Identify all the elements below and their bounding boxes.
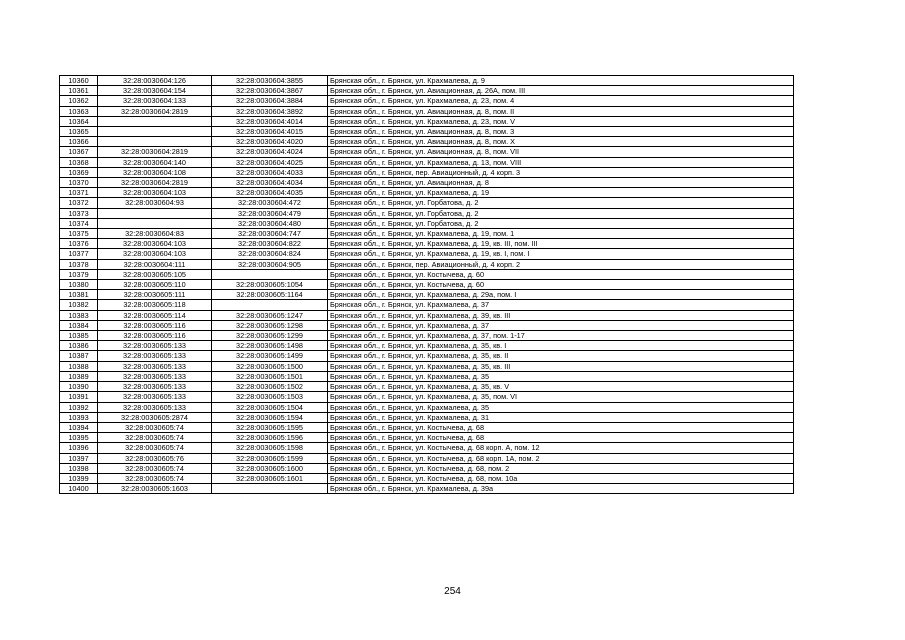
object-cadastral-number-cell: 32:28:0030605:1601: [212, 473, 328, 483]
address-cell: Брянская обл., г. Брянск, ул. Костычева, д. 68 корп. А, пом. 12: [328, 443, 794, 453]
table-row: [60, 402, 794, 412]
row-number-cell: 10381: [60, 290, 98, 300]
row-number-cell: 10374: [60, 218, 98, 228]
address-cell: Брянская обл., г. Брянск, ул. Крахмалева, д. 13, пом. VIII: [328, 157, 794, 167]
row-number-cell: 10399: [60, 473, 98, 483]
object-cadastral-number-cell: [212, 269, 328, 279]
object-cadastral-number-cell: 32:28:0030605:1599: [212, 453, 328, 463]
row-number-cell: 10384: [60, 320, 98, 330]
land-cadastral-number-cell: 32:28:0030605:105: [98, 269, 212, 279]
land-cadastral-number-cell: 32:28:0030604:108: [98, 167, 212, 177]
land-cadastral-number-cell: 32:28:0030605:111: [98, 290, 212, 300]
address-cell: Брянская обл., г. Брянск, ул. Крахмалева, д. 31: [328, 412, 794, 422]
table-row: [60, 392, 794, 402]
land-cadastral-number-cell: 32:28:0030605:133: [98, 361, 212, 371]
row-number-cell: 10368: [60, 157, 98, 167]
table-row: [60, 443, 794, 453]
object-cadastral-number-cell: [212, 484, 328, 494]
object-cadastral-number-cell: 32:28:0030604:4024: [212, 147, 328, 157]
row-number-cell: 10395: [60, 433, 98, 443]
address-cell: Брянская обл., г. Брянск, ул. Крахмалева, д. 35, кв. V: [328, 382, 794, 392]
object-cadastral-number-cell: 32:28:0030604:4014: [212, 116, 328, 126]
land-cadastral-number-cell: 32:28:0030604:2819: [98, 106, 212, 116]
address-cell: Брянская обл., г. Брянск, ул. Авиационная, д. 8, пом. 3: [328, 127, 794, 137]
object-cadastral-number-cell: 32:28:0030605:1298: [212, 320, 328, 330]
page-number: 254: [444, 586, 461, 597]
row-number-cell: 10390: [60, 382, 98, 392]
object-cadastral-number-cell: 32:28:0030604:3855: [212, 76, 328, 86]
address-cell: Брянская обл., г. Брянск, ул. Костычева, д. 68, пом. 2: [328, 463, 794, 473]
table-row: [60, 320, 794, 330]
address-cell: Брянская обл., г. Брянск, ул. Крахмалева, д. 37: [328, 300, 794, 310]
land-cadastral-number-cell: 32:28:0030605:116: [98, 320, 212, 330]
table-row: [60, 127, 794, 137]
row-number-cell: 10396: [60, 443, 98, 453]
row-number-cell: 10393: [60, 412, 98, 422]
address-cell: Брянская обл., г. Брянск, ул. Авиационная, д. 8, пом. VII: [328, 147, 794, 157]
table-row: [60, 453, 794, 463]
land-cadastral-number-cell: 32:28:0030605:74: [98, 433, 212, 443]
table-row: [60, 310, 794, 320]
address-cell: Брянская обл., г. Брянск, ул. Крахмалева, д. 39, кв. III: [328, 310, 794, 320]
land-cadastral-number-cell: 32:28:0030604:154: [98, 86, 212, 96]
address-cell: Брянская обл., г. Брянск, ул. Крахмалева, д. 9: [328, 76, 794, 86]
object-cadastral-number-cell: 32:28:0030604:3867: [212, 86, 328, 96]
registry-table-body: [60, 76, 794, 494]
object-cadastral-number-cell: 32:28:0030604:824: [212, 249, 328, 259]
land-cadastral-number-cell: 32:28:0030605:133: [98, 351, 212, 361]
registry-table: [59, 75, 794, 494]
object-cadastral-number-cell: 32:28:0030605:1595: [212, 422, 328, 432]
table-row: [60, 290, 794, 300]
table-row: [60, 269, 794, 279]
address-cell: Брянская обл., г. Брянск, ул. Костычева, д. 68: [328, 422, 794, 432]
row-number-cell: 10361: [60, 86, 98, 96]
table-row: [60, 412, 794, 422]
row-number-cell: 10397: [60, 453, 98, 463]
object-cadastral-number-cell: 32:28:0030605:1594: [212, 412, 328, 422]
land-cadastral-number-cell: 32:28:0030605:74: [98, 473, 212, 483]
address-cell: Брянская обл., г. Брянск, пер. Авиационный, д. 4 корп. 2: [328, 259, 794, 269]
table-row: [60, 371, 794, 381]
object-cadastral-number-cell: 32:28:0030605:1164: [212, 290, 328, 300]
row-number-cell: 10377: [60, 249, 98, 259]
object-cadastral-number-cell: 32:28:0030605:1499: [212, 351, 328, 361]
address-cell: Брянская обл., г. Брянск, ул. Крахмалева, д. 19, кв. I, пом. I: [328, 249, 794, 259]
table-row: [60, 433, 794, 443]
row-number-cell: 10389: [60, 371, 98, 381]
address-cell: Брянская обл., г. Брянск, пер. Авиационный, д. 4 корп. 3: [328, 167, 794, 177]
land-cadastral-number-cell: 32:28:0030605:118: [98, 300, 212, 310]
table-row: [60, 484, 794, 494]
land-cadastral-number-cell: [98, 208, 212, 218]
object-cadastral-number-cell: 32:28:0030604:479: [212, 208, 328, 218]
row-number-cell: 10363: [60, 106, 98, 116]
table-row: [60, 157, 794, 167]
table-row: [60, 422, 794, 432]
object-cadastral-number-cell: 32:28:0030604:4015: [212, 127, 328, 137]
table-row: [60, 218, 794, 228]
row-number-cell: 10375: [60, 229, 98, 239]
object-cadastral-number-cell: 32:28:0030604:4034: [212, 178, 328, 188]
row-number-cell: 10380: [60, 280, 98, 290]
address-cell: Брянская обл., г. Брянск, ул. Авиационная, д. 8: [328, 178, 794, 188]
address-cell: Брянская обл., г. Брянск, ул. Крахмалева, д. 35, кв. III: [328, 361, 794, 371]
row-number-cell: 10378: [60, 259, 98, 269]
object-cadastral-number-cell: 32:28:0030604:480: [212, 218, 328, 228]
land-cadastral-number-cell: 32:28:0030605:74: [98, 463, 212, 473]
object-cadastral-number-cell: 32:28:0030604:4035: [212, 188, 328, 198]
table-row: [60, 76, 794, 86]
object-cadastral-number-cell: 32:28:0030605:1596: [212, 433, 328, 443]
table-row: [60, 147, 794, 157]
row-number-cell: 10391: [60, 392, 98, 402]
row-number-cell: 10382: [60, 300, 98, 310]
address-cell: Брянская обл., г. Брянск, ул. Авиационная, д. 26А, пом. III: [328, 86, 794, 96]
table-row: [60, 208, 794, 218]
table-row: [60, 116, 794, 126]
land-cadastral-number-cell: 32:28:0030604:103: [98, 249, 212, 259]
land-cadastral-number-cell: 32:28:0030604:83: [98, 229, 212, 239]
object-cadastral-number-cell: 32:28:0030605:1501: [212, 371, 328, 381]
row-number-cell: 10364: [60, 116, 98, 126]
address-cell: Брянская обл., г. Брянск, ул. Крахмалева, д. 35, пом. VI: [328, 392, 794, 402]
land-cadastral-number-cell: 32:28:0030605:133: [98, 341, 212, 351]
table-row: [60, 86, 794, 96]
address-cell: Брянская обл., г. Брянск, ул. Крахмалева, д. 29а, пом. I: [328, 290, 794, 300]
object-cadastral-number-cell: [212, 300, 328, 310]
land-cadastral-number-cell: [98, 116, 212, 126]
row-number-cell: 10400: [60, 484, 98, 494]
land-cadastral-number-cell: [98, 127, 212, 137]
address-cell: Брянская обл., г. Брянск, ул. Крахмалева, д. 23, пом. 4: [328, 96, 794, 106]
land-cadastral-number-cell: 32:28:0030605:1603: [98, 484, 212, 494]
object-cadastral-number-cell: 32:28:0030605:1503: [212, 392, 328, 402]
land-cadastral-number-cell: 32:28:0030605:2874: [98, 412, 212, 422]
address-cell: Брянская обл., г. Брянск, ул. Горбатова, д. 2: [328, 218, 794, 228]
land-cadastral-number-cell: 32:28:0030604:103: [98, 188, 212, 198]
row-number-cell: 10362: [60, 96, 98, 106]
land-cadastral-number-cell: 32:28:0030605:76: [98, 453, 212, 463]
table-row: [60, 280, 794, 290]
land-cadastral-number-cell: 32:28:0030605:116: [98, 331, 212, 341]
object-cadastral-number-cell: 32:28:0030605:1498: [212, 341, 328, 351]
row-number-cell: 10376: [60, 239, 98, 249]
row-number-cell: 10372: [60, 198, 98, 208]
object-cadastral-number-cell: 32:28:0030605:1504: [212, 402, 328, 412]
row-number-cell: 10383: [60, 310, 98, 320]
object-cadastral-number-cell: 32:28:0030605:1054: [212, 280, 328, 290]
table-row: [60, 188, 794, 198]
object-cadastral-number-cell: 32:28:0030604:747: [212, 229, 328, 239]
address-cell: Брянская обл., г. Брянск, ул. Крахмалева, д. 19, пом. 1: [328, 229, 794, 239]
row-number-cell: 10394: [60, 422, 98, 432]
land-cadastral-number-cell: 32:28:0030604:140: [98, 157, 212, 167]
land-cadastral-number-cell: 32:28:0030605:133: [98, 382, 212, 392]
land-cadastral-number-cell: 32:28:0030605:110: [98, 280, 212, 290]
land-cadastral-number-cell: 32:28:0030604:2819: [98, 147, 212, 157]
address-cell: Брянская обл., г. Брянск, ул. Крахмалева, д. 35: [328, 371, 794, 381]
row-number-cell: 10369: [60, 167, 98, 177]
land-cadastral-number-cell: 32:28:0030605:74: [98, 443, 212, 453]
object-cadastral-number-cell: 32:28:0030604:472: [212, 198, 328, 208]
table-row: [60, 351, 794, 361]
address-cell: Брянская обл., г. Брянск, ул. Авиационная, д. 8, пом. X: [328, 137, 794, 147]
table-row: [60, 361, 794, 371]
address-cell: Брянская обл., г. Брянск, ул. Крахмалева, д. 23, пом. V: [328, 116, 794, 126]
address-cell: Брянская обл., г. Брянск, ул. Костычева, д. 60: [328, 269, 794, 279]
object-cadastral-number-cell: 32:28:0030605:1598: [212, 443, 328, 453]
object-cadastral-number-cell: 32:28:0030604:4020: [212, 137, 328, 147]
address-cell: Брянская обл., г. Брянск, ул. Костычева, д. 68, пом. 10а: [328, 473, 794, 483]
row-number-cell: 10365: [60, 127, 98, 137]
address-cell: Брянская обл., г. Брянск, ул. Крахмалева, д. 19, кв. III, пом. III: [328, 239, 794, 249]
row-number-cell: 10370: [60, 178, 98, 188]
row-number-cell: 10366: [60, 137, 98, 147]
address-cell: Брянская обл., г. Брянск, ул. Крахмалева, д. 19: [328, 188, 794, 198]
object-cadastral-number-cell: 32:28:0030604:4025: [212, 157, 328, 167]
row-number-cell: 10388: [60, 361, 98, 371]
address-cell: Брянская обл., г. Брянск, ул. Крахмалева, д. 37: [328, 320, 794, 330]
row-number-cell: 10398: [60, 463, 98, 473]
row-number-cell: 10379: [60, 269, 98, 279]
table-row: [60, 137, 794, 147]
land-cadastral-number-cell: [98, 137, 212, 147]
table-row: [60, 300, 794, 310]
address-cell: Брянская обл., г. Брянск, ул. Костычева, д. 68: [328, 433, 794, 443]
object-cadastral-number-cell: 32:28:0030605:1600: [212, 463, 328, 473]
address-cell: Брянская обл., г. Брянск, ул. Авиационная, д. 8, пом. II: [328, 106, 794, 116]
table-row: [60, 96, 794, 106]
address-cell: Брянская обл., г. Брянск, ул. Костычева, д. 60: [328, 280, 794, 290]
land-cadastral-number-cell: 32:28:0030605:74: [98, 422, 212, 432]
row-number-cell: 10387: [60, 351, 98, 361]
row-number-cell: 10392: [60, 402, 98, 412]
object-cadastral-number-cell: 32:28:0030604:3884: [212, 96, 328, 106]
object-cadastral-number-cell: 32:28:0030604:4033: [212, 167, 328, 177]
address-cell: Брянская обл., г. Брянск, ул. Крахмалева, д. 37, пом. 1-17: [328, 331, 794, 341]
row-number-cell: 10386: [60, 341, 98, 351]
table-row: [60, 239, 794, 249]
row-number-cell: 10367: [60, 147, 98, 157]
land-cadastral-number-cell: 32:28:0030604:111: [98, 259, 212, 269]
land-cadastral-number-cell: 32:28:0030604:2819: [98, 178, 212, 188]
address-cell: Брянская обл., г. Брянск, ул. Горбатова, д. 2: [328, 198, 794, 208]
table-row: [60, 178, 794, 188]
land-cadastral-number-cell: 32:28:0030605:133: [98, 402, 212, 412]
land-cadastral-number-cell: 32:28:0030604:133: [98, 96, 212, 106]
table-row: [60, 463, 794, 473]
address-cell: Брянская обл., г. Брянск, ул. Костычева, д. 68 корп. 1А, пом. 2: [328, 453, 794, 463]
object-cadastral-number-cell: 32:28:0030604:822: [212, 239, 328, 249]
object-cadastral-number-cell: 32:28:0030604:905: [212, 259, 328, 269]
table-row: [60, 229, 794, 239]
row-number-cell: 10371: [60, 188, 98, 198]
table-row: [60, 249, 794, 259]
object-cadastral-number-cell: 32:28:0030605:1299: [212, 331, 328, 341]
table-row: [60, 473, 794, 483]
object-cadastral-number-cell: 32:28:0030605:1500: [212, 361, 328, 371]
land-cadastral-number-cell: [98, 218, 212, 228]
address-cell: Брянская обл., г. Брянск, ул. Крахмалева, д. 35, кв. I: [328, 341, 794, 351]
object-cadastral-number-cell: 32:28:0030605:1502: [212, 382, 328, 392]
row-number-cell: 10385: [60, 331, 98, 341]
object-cadastral-number-cell: 32:28:0030605:1247: [212, 310, 328, 320]
address-cell: Брянская обл., г. Брянск, ул. Крахмалева, д. 39а: [328, 484, 794, 494]
object-cadastral-number-cell: 32:28:0030604:3892: [212, 106, 328, 116]
land-cadastral-number-cell: 32:28:0030605:114: [98, 310, 212, 320]
land-cadastral-number-cell: 32:28:0030605:133: [98, 371, 212, 381]
land-cadastral-number-cell: 32:28:0030605:133: [98, 392, 212, 402]
land-cadastral-number-cell: 32:28:0030604:93: [98, 198, 212, 208]
row-number-cell: 10360: [60, 76, 98, 86]
table-row: [60, 259, 794, 269]
table-row: [60, 382, 794, 392]
table-row: [60, 341, 794, 351]
table-row: [60, 167, 794, 177]
address-cell: Брянская обл., г. Брянск, ул. Горбатова, д. 2: [328, 208, 794, 218]
table-row: [60, 331, 794, 341]
row-number-cell: 10373: [60, 208, 98, 218]
land-cadastral-number-cell: 32:28:0030604:103: [98, 239, 212, 249]
table-row: [60, 106, 794, 116]
address-cell: Брянская обл., г. Брянск, ул. Крахмалева, д. 35, кв. II: [328, 351, 794, 361]
land-cadastral-number-cell: 32:28:0030604:126: [98, 76, 212, 86]
table-row: [60, 198, 794, 208]
address-cell: Брянская обл., г. Брянск, ул. Крахмалева, д. 35: [328, 402, 794, 412]
